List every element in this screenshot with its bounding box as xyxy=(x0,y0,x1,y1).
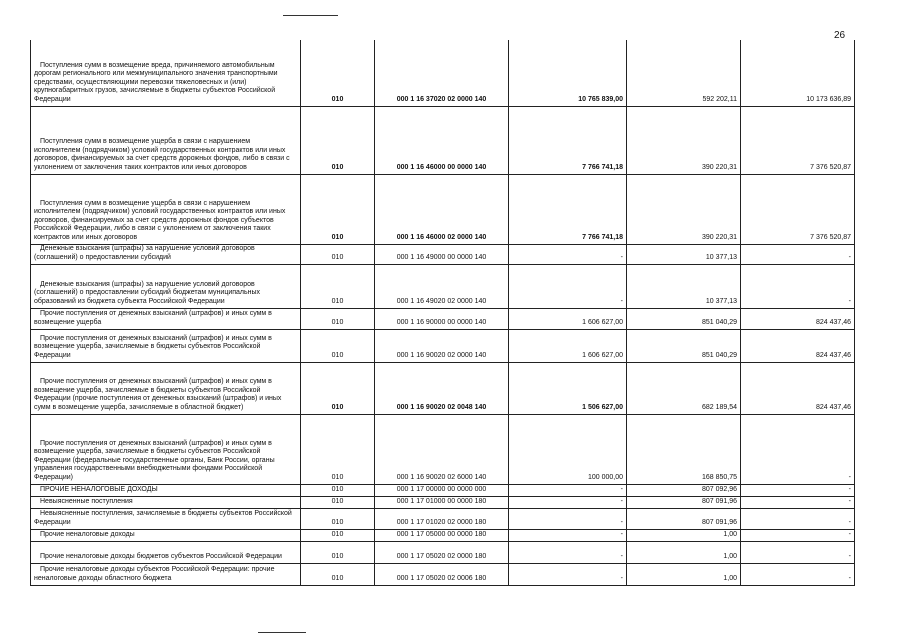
row-executed-amount xyxy=(627,484,741,496)
row-budget-code-text: 000 1 16 90020 02 0048 140 xyxy=(396,403,487,411)
row-unexecuted-amount xyxy=(741,362,855,414)
row-line-code xyxy=(301,329,375,362)
row-line-code xyxy=(301,508,375,529)
row-line-code-text: 010 xyxy=(331,318,344,326)
row-approved-amount xyxy=(509,244,627,264)
row-approved-amount-text: 100 000,00 xyxy=(587,473,623,481)
row-description-text: Поступления сумм в возмещение ущерба в связи с нарушением исполнителем (подрядчиком) условий государственных контрактов или иных договоров, финансируемых за счет средств дорожных фондов, либо в связи с уклонением от заключения таких контрактов или иных договоров xyxy=(34,138,290,171)
row-executed-amount xyxy=(627,362,741,414)
row-description xyxy=(31,541,301,563)
table-row xyxy=(31,174,855,244)
row-description-text: Невыясненные поступления, зачисляемые в бюджеты субъектов Российской Федерации xyxy=(34,510,292,526)
row-unexecuted-amount xyxy=(741,508,855,529)
row-unexecuted-amount xyxy=(741,106,855,174)
row-line-code-text: 010 xyxy=(331,518,344,526)
row-description-text: Денежные взыскания (штрафы) за нарушение условий договоров (соглашений) о предоставлении субсидий xyxy=(34,245,255,261)
row-unexecuted-amount xyxy=(741,414,855,484)
row-unexecuted-amount xyxy=(741,264,855,308)
row-approved-amount xyxy=(509,362,627,414)
revenue-table xyxy=(30,40,855,586)
revenue-table-body xyxy=(31,40,855,585)
table-row xyxy=(31,508,855,529)
row-executed-amount-text: 807 091,96 xyxy=(701,518,737,526)
table-row xyxy=(31,106,855,174)
row-executed-amount-text: 807 091,96 xyxy=(701,497,737,505)
row-description xyxy=(31,244,301,264)
row-executed-amount-text: 851 040,29 xyxy=(701,318,737,326)
row-line-code-text: 010 xyxy=(331,574,344,582)
row-description xyxy=(31,40,301,106)
row-executed-amount xyxy=(627,106,741,174)
row-description xyxy=(31,414,301,484)
row-approved-amount xyxy=(509,541,627,563)
table-row xyxy=(31,563,855,585)
row-approved-amount xyxy=(509,563,627,585)
row-approved-amount-text: - xyxy=(620,518,623,526)
row-budget-code xyxy=(375,106,509,174)
row-description xyxy=(31,362,301,414)
row-line-code xyxy=(301,496,375,508)
row-executed-amount xyxy=(627,244,741,264)
row-description xyxy=(31,563,301,585)
row-line-code-text: 010 xyxy=(331,497,344,505)
row-executed-amount xyxy=(627,414,741,484)
row-executed-amount xyxy=(627,329,741,362)
table-row xyxy=(31,244,855,264)
row-approved-amount-text: 7 766 741,18 xyxy=(582,233,623,241)
table-row xyxy=(31,484,855,496)
row-description-text: Поступления сумм в возмещение вреда, причиняемого автомобильным дорогам регионального или межмуниципального значения транспортными средствами, осуществляющими перевозки тяжеловесных и (или) крупногабаритных грузов, зачисляемые в бюджеты субъектов Российской Федерации xyxy=(34,61,278,103)
row-line-code xyxy=(301,563,375,585)
row-executed-amount-text: 1,00 xyxy=(723,530,737,538)
row-budget-code xyxy=(375,541,509,563)
row-budget-code-text: 000 1 17 05020 02 0000 180 xyxy=(396,552,487,560)
row-budget-code-text: 000 1 16 49000 00 0000 140 xyxy=(396,253,487,261)
row-budget-code xyxy=(375,244,509,264)
row-description-text: ПРОЧИЕ НЕНАЛОГОВЫЕ ДОХОДЫ xyxy=(40,485,158,493)
row-unexecuted-amount-text: - xyxy=(848,485,851,493)
row-budget-code xyxy=(375,414,509,484)
row-approved-amount xyxy=(509,484,627,496)
row-executed-amount-text: 851 040,29 xyxy=(701,351,737,359)
row-unexecuted-amount xyxy=(741,541,855,563)
row-budget-code-text: 000 1 17 05020 02 0006 180 xyxy=(396,574,487,582)
row-executed-amount-text: 592 202,11 xyxy=(702,95,737,103)
row-unexecuted-amount-text: 824 437,46 xyxy=(815,318,851,326)
row-budget-code-text: 000 1 16 49020 02 0000 140 xyxy=(396,297,487,305)
row-line-code xyxy=(301,264,375,308)
row-description-text: Денежные взыскания (штрафы) за нарушение условий договоров (соглашений) о предоставлении субсидий бюджетам муниципальных образований из бюджета субъекта Российской Федерации xyxy=(34,280,261,305)
row-executed-amount xyxy=(627,174,741,244)
row-unexecuted-amount-text: - xyxy=(848,518,851,526)
row-executed-amount-text: 10 377,13 xyxy=(705,297,737,305)
row-description xyxy=(31,484,301,496)
row-unexecuted-amount xyxy=(741,496,855,508)
row-line-code xyxy=(301,174,375,244)
row-unexecuted-amount xyxy=(741,174,855,244)
row-approved-amount xyxy=(509,508,627,529)
row-line-code-text: 010 xyxy=(331,233,344,241)
row-line-code xyxy=(301,414,375,484)
row-executed-amount-text: 168 850,75 xyxy=(701,473,737,481)
row-approved-amount xyxy=(509,264,627,308)
table-row xyxy=(31,329,855,362)
row-budget-code-text: 000 1 16 46000 00 0000 140 xyxy=(396,163,487,171)
row-budget-code-text: 000 1 16 37020 02 0000 140 xyxy=(396,95,487,103)
row-description xyxy=(31,264,301,308)
row-unexecuted-amount-text: - xyxy=(848,253,851,261)
row-approved-amount-text: 1 606 627,00 xyxy=(582,318,623,326)
row-executed-amount-text: 807 092,96 xyxy=(701,485,737,493)
row-executed-amount xyxy=(627,40,741,106)
table-row xyxy=(31,529,855,541)
table-row xyxy=(31,414,855,484)
row-budget-code-text: 000 1 16 90000 00 0000 140 xyxy=(396,318,487,326)
row-description-text: Прочие поступления от денежных взысканий (штрафов) и иных сумм в возмещение ущерба xyxy=(34,310,272,326)
row-approved-amount-text: - xyxy=(620,297,623,305)
row-unexecuted-amount xyxy=(741,529,855,541)
row-approved-amount-text: - xyxy=(620,552,623,560)
row-line-code-text: 010 xyxy=(331,351,344,359)
table-row xyxy=(31,541,855,563)
table-row xyxy=(31,496,855,508)
row-executed-amount xyxy=(627,508,741,529)
row-line-code xyxy=(301,40,375,106)
row-line-code-text: 010 xyxy=(331,530,344,538)
row-line-code-text: 010 xyxy=(331,163,344,171)
row-description xyxy=(31,106,301,174)
row-budget-code-text: 000 1 16 90020 02 0000 140 xyxy=(396,351,487,359)
row-description xyxy=(31,174,301,244)
row-executed-amount-text: 10 377,13 xyxy=(705,253,737,261)
row-unexecuted-amount-text: - xyxy=(848,297,851,305)
row-executed-amount xyxy=(627,308,741,329)
table-row xyxy=(31,264,855,308)
row-approved-amount xyxy=(509,529,627,541)
row-executed-amount-text: 682 189,54 xyxy=(701,403,737,411)
row-description xyxy=(31,496,301,508)
bottom-scan-mark xyxy=(258,632,306,633)
row-executed-amount xyxy=(627,264,741,308)
row-description-text: Прочие неналоговые доходы xyxy=(40,530,135,538)
row-description-text: Прочие поступления от денежных взысканий (штрафов) и иных сумм в возмещение ущерба, зачисляемые в бюджеты субъектов Российской Федерации (федеральные государственные органы, Банк России, органы управления государственными внебюджетными фондами Российской Федерации) xyxy=(34,439,275,481)
row-budget-code xyxy=(375,174,509,244)
row-budget-code xyxy=(375,308,509,329)
row-description xyxy=(31,329,301,362)
table-row xyxy=(31,40,855,106)
row-line-code-text: 010 xyxy=(331,95,344,103)
row-unexecuted-amount-text: 824 437,46 xyxy=(815,403,851,411)
row-line-code xyxy=(301,106,375,174)
row-unexecuted-amount-text: 7 376 520,87 xyxy=(810,163,851,171)
row-unexecuted-amount xyxy=(741,563,855,585)
row-description-text: Прочие поступления от денежных взысканий (штрафов) и иных сумм в возмещение ущерба, зачисляемые в бюджеты субъектов Российской Федерации xyxy=(34,334,272,359)
row-description-text: Прочие неналоговые доходы бюджетов субъектов Российской Федерации xyxy=(40,552,282,560)
row-unexecuted-amount xyxy=(741,244,855,264)
row-unexecuted-amount xyxy=(741,329,855,362)
row-line-code xyxy=(301,244,375,264)
row-budget-code xyxy=(375,362,509,414)
row-description-text: Прочие неналоговые доходы субъектов Российской Федерации: прочие неналоговые доходы областного бюджета xyxy=(34,566,275,582)
row-executed-amount-text: 390 220,31 xyxy=(701,233,737,241)
table-row xyxy=(31,308,855,329)
row-executed-amount xyxy=(627,529,741,541)
row-line-code-text: 010 xyxy=(331,403,344,411)
row-description-text: Невыясненные поступления xyxy=(40,497,133,505)
row-approved-amount-text: - xyxy=(620,574,623,582)
row-budget-code-text: 000 1 16 90020 02 6000 140 xyxy=(396,473,487,481)
row-approved-amount-text: 1 606 627,00 xyxy=(582,351,623,359)
row-budget-code xyxy=(375,264,509,308)
row-approved-amount-text: - xyxy=(620,253,623,261)
row-executed-amount-text: 1,00 xyxy=(723,574,737,582)
row-description xyxy=(31,308,301,329)
row-unexecuted-amount-text: 824 437,46 xyxy=(815,351,851,359)
row-budget-code xyxy=(375,496,509,508)
row-unexecuted-amount-text: 10 173 636,89 xyxy=(806,95,851,103)
row-executed-amount xyxy=(627,496,741,508)
row-executed-amount xyxy=(627,563,741,585)
row-unexecuted-amount xyxy=(741,484,855,496)
row-unexecuted-amount-text: - xyxy=(848,473,851,481)
row-approved-amount-text: 10 765 839,00 xyxy=(578,95,623,103)
row-budget-code-text: 000 1 17 00000 00 0000 000 xyxy=(396,485,487,493)
row-approved-amount xyxy=(509,308,627,329)
row-budget-code xyxy=(375,508,509,529)
row-line-code xyxy=(301,362,375,414)
row-executed-amount-text: 390 220,31 xyxy=(701,163,737,171)
row-unexecuted-amount-text: - xyxy=(848,552,851,560)
row-approved-amount-text: - xyxy=(620,497,623,505)
row-approved-amount-text: - xyxy=(620,530,623,538)
row-description-text: Поступления сумм в возмещение ущерба в связи с нарушением исполнителем (подрядчиком) условий государственных контрактов или иных договоров, финансируемых за счет средств дорожных фондов субъектов Российской Федерации, либо в связи с уклонением от заключения таких контрактов или иных договоров xyxy=(34,199,286,241)
row-line-code-text: 010 xyxy=(331,473,344,481)
row-executed-amount-text: 1,00 xyxy=(723,552,737,560)
row-budget-code xyxy=(375,529,509,541)
row-approved-amount xyxy=(509,174,627,244)
row-description-text: Прочие поступления от денежных взысканий (штрафов) и иных сумм в возмещение ущерба, зачисляемые в бюджеты субъектов Российской Федерации (прочие поступления от денежных взысканий (штрафов) и иных сумм в возмещение ущерба, зачисляемые в областной бюджет) xyxy=(34,378,282,411)
row-line-code-text: 010 xyxy=(331,485,344,493)
row-unexecuted-amount xyxy=(741,308,855,329)
row-line-code xyxy=(301,541,375,563)
row-unexecuted-amount-text: - xyxy=(848,574,851,582)
row-line-code-text: 010 xyxy=(331,552,344,560)
row-description xyxy=(31,529,301,541)
row-line-code xyxy=(301,529,375,541)
row-budget-code-text: 000 1 17 01020 02 0000 180 xyxy=(396,518,487,526)
row-description xyxy=(31,508,301,529)
row-budget-code-text: 000 1 16 46000 02 0000 140 xyxy=(396,233,487,241)
row-executed-amount xyxy=(627,541,741,563)
row-approved-amount xyxy=(509,414,627,484)
row-budget-code-text: 000 1 17 05000 00 0000 180 xyxy=(396,530,487,538)
row-approved-amount xyxy=(509,496,627,508)
row-line-code xyxy=(301,308,375,329)
row-budget-code xyxy=(375,329,509,362)
row-approved-amount-text: 7 766 741,18 xyxy=(582,163,623,171)
row-approved-amount xyxy=(509,40,627,106)
row-approved-amount xyxy=(509,329,627,362)
row-budget-code xyxy=(375,484,509,496)
row-budget-code-text: 000 1 17 01000 00 0000 180 xyxy=(396,497,487,505)
top-scan-mark xyxy=(283,15,338,16)
row-unexecuted-amount-text: - xyxy=(848,530,851,538)
row-approved-amount-text: 1 506 627,00 xyxy=(582,403,623,411)
table-row xyxy=(31,362,855,414)
page-number: 26 xyxy=(834,30,846,41)
row-unexecuted-amount xyxy=(741,40,855,106)
row-line-code-text: 010 xyxy=(331,253,344,261)
row-line-code-text: 010 xyxy=(331,297,344,305)
row-unexecuted-amount-text: 7 376 520,87 xyxy=(810,233,851,241)
row-budget-code xyxy=(375,40,509,106)
row-unexecuted-amount-text: - xyxy=(848,497,851,505)
row-approved-amount xyxy=(509,106,627,174)
row-budget-code xyxy=(375,563,509,585)
row-approved-amount-text: - xyxy=(620,485,623,493)
row-line-code xyxy=(301,484,375,496)
